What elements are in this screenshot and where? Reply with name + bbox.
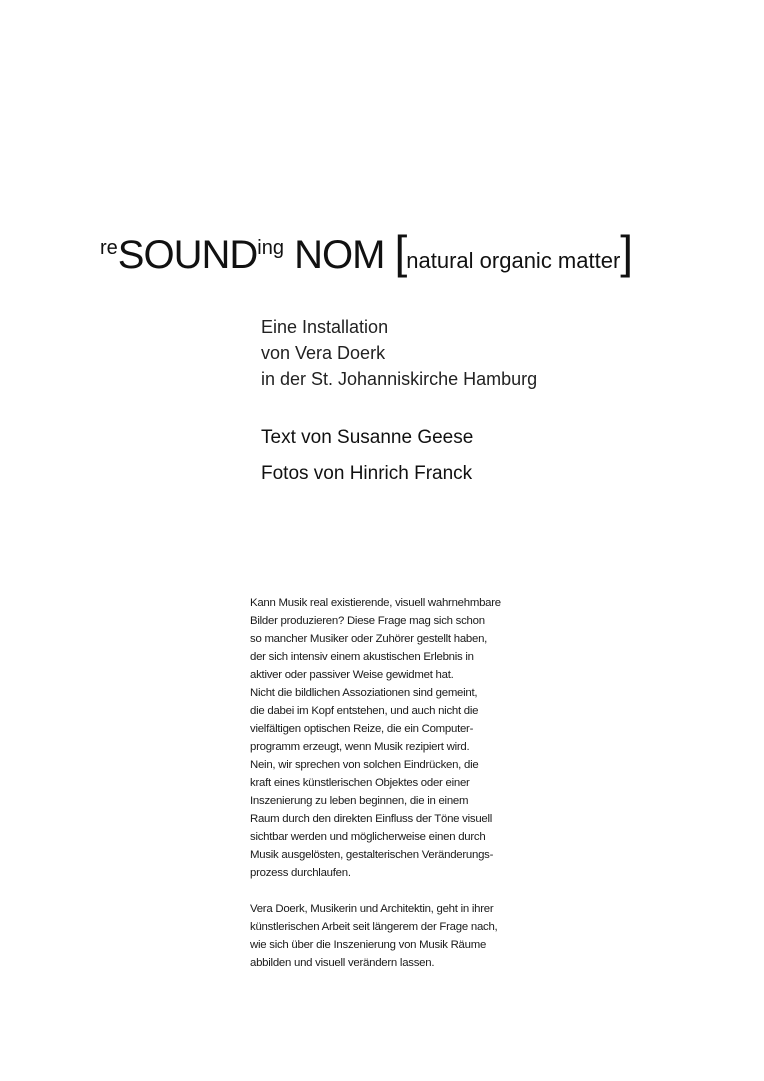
text-line: künstlerischen Arbeit seit längerem der Frage nach, xyxy=(250,921,498,933)
text-line: die dabei im Kopf entstehen, und auch nicht die xyxy=(250,705,479,717)
text-line: vielfältigen optischen Reize, die ein Computer- xyxy=(250,723,474,735)
text-line: Vera Doerk, Musikerin und Architektin, geht in ihrer xyxy=(250,903,494,915)
text-line: Nicht die bildlichen Assoziationen sind gemeint, xyxy=(250,687,478,699)
credit-text-author: Text von Susanne Geese xyxy=(261,427,474,448)
title-subtitle: natural organic matter xyxy=(406,248,621,273)
intro-line: Eine Installation xyxy=(261,317,389,337)
text-line: aktiver oder passiver Weise gewidmet hat. xyxy=(250,669,454,681)
text-line: Raum durch den direkten Einfluss der Töne visuell xyxy=(250,813,493,825)
body-text xyxy=(250,594,540,972)
title-word-sound: SOUND xyxy=(117,233,258,277)
text-line: abbilden und visuell verändern lassen. xyxy=(250,957,435,969)
text-line: Musik ausgelösten, gestalterischen Veränderungs- xyxy=(250,849,494,861)
text-line: sichtbar werden und möglicherweise einen durch xyxy=(250,831,486,843)
title-suffix: ing xyxy=(257,237,284,259)
title-word-nom: NOM xyxy=(283,233,395,277)
text-line: Inszenierung zu leben beginnen, die in einem xyxy=(250,795,469,807)
intro-line: von Vera Doerk xyxy=(261,343,386,363)
paragraph-1 xyxy=(250,594,540,882)
paragraph-2 xyxy=(250,900,540,972)
document-title xyxy=(100,224,700,285)
text-line: programm erzeugt, wenn Musik rezipiert wird. xyxy=(250,741,470,753)
text-line: Bilder produzieren? Diese Frage mag sich schon xyxy=(250,615,485,627)
title-prefix: re xyxy=(100,237,118,259)
text-line: so mancher Musiker oder Zuhörer gestellt haben, xyxy=(250,633,488,645)
text-line: wie sich über die Inszenierung von Musik Räume xyxy=(250,939,487,951)
intro-line: in der St. Johanniskirche Hamburg xyxy=(261,369,538,389)
text-line: kraft eines künstlerischen Objektes oder einer xyxy=(250,777,470,789)
credit-photographer: Fotos von Hinrich Franck xyxy=(261,463,473,484)
intro-block xyxy=(261,314,537,392)
title-close-bracket: ] xyxy=(620,226,633,278)
text-line: Nein, wir sprechen von solchen Eindrücken, die xyxy=(250,759,479,771)
text-line: Kann Musik real existierende, visuell wahrnehmbare xyxy=(250,597,501,609)
title-open-bracket: [ xyxy=(394,226,407,278)
credits-block xyxy=(261,420,473,492)
text-line: der sich intensiv einem akustischen Erlebnis in xyxy=(250,651,474,663)
text-line: prozess durchlaufen. xyxy=(250,867,351,879)
